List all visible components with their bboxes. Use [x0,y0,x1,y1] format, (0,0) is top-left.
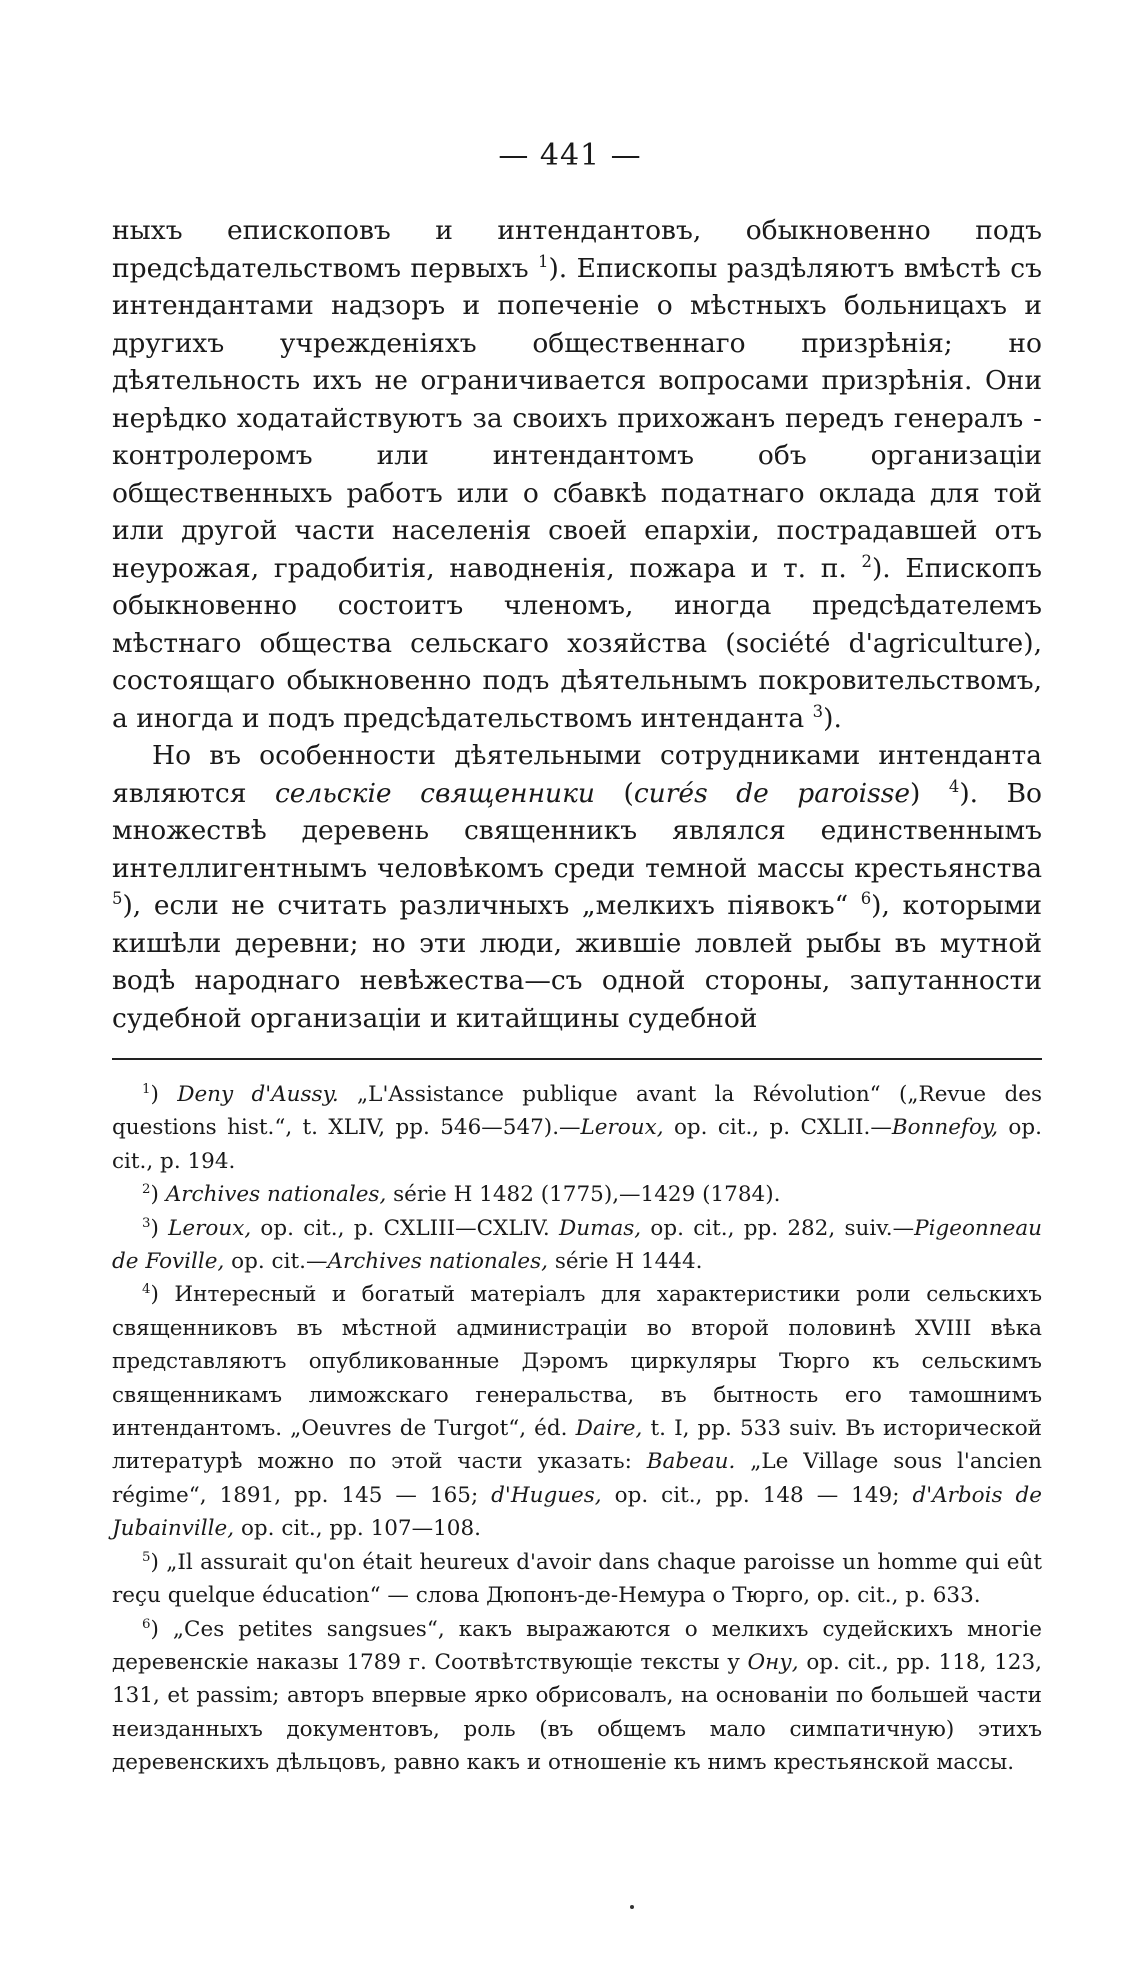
footnote-marker: 2 [142,1182,151,1198]
footnote-marker: 4 [142,1282,151,1298]
footnote-marker: 3 [812,701,824,721]
text-run: ) „Il assurait qu'on était heureux d'avoir dans chaque paroisse un homme qui eût reçu quelque éducation“ — слова Дюпонъ-де-Немура о Тюрго, op. cit., p. 633. [112,1549,1042,1609]
text-run: op. cit., pp. 148 — 149; [601,1482,913,1508]
italic-text: Bonnefoy, [891,1115,999,1141]
footnote [112,1546,1042,1613]
footnote-marker: 1 [142,1081,151,1097]
text-run: ) [150,1182,166,1208]
italic-text: Babeau. [646,1449,736,1475]
text-run: „Le Village sous l'ancien régime“, 1891, pp. 145 — 165; [112,1449,1042,1508]
footnote-marker: 5 [142,1549,151,1565]
footnote-marker: 4 [948,776,960,796]
footnote [112,1178,1042,1211]
footnote-marker: 5 [112,889,123,909]
text-run: ( [595,777,634,809]
paragraph [112,212,1042,737]
text-run: ). Во множествѣ деревень священникъ являлся единственнымъ интеллигентнымъ человѣкомъ среди темной массы крестьянства [112,777,1043,884]
text-run: „L'Assistance publique avant la Révolution“ („Revue des questions hist.“, t. XLIV, pp. 546—547).— [112,1082,1042,1141]
text-run: ныхъ епископовъ и интендантовъ, обыкновенно подъ предсѣдательствомъ первыхъ [112,215,1042,284]
text-run: op. cit., p. CXLII.— [663,1115,892,1141]
text-run: ) „Ces petites sangsues“, какъ выражаются о мелкихъ судейскихъ многіе деревенскіе наказы 1789 г. Соотвѣтствующіе тексты у [112,1616,1042,1675]
italic-text: Leroux, [168,1215,252,1241]
footnote [112,1212,1042,1279]
italic-text: curés de paroisse [633,777,911,809]
italic-text: Pigeonneau de Foville, [112,1215,1042,1275]
page-number: — 441 — [498,138,642,173]
footnote [112,1278,1042,1545]
text-run: Но въ особенности дѣятельными сотрудниками интенданта являются [112,740,1042,809]
text-run: op. cit., p. 194. [112,1115,1042,1174]
italic-text: Daire, [575,1416,643,1442]
text-run: série H 1482 (1775),—1429 (1784). [386,1182,781,1208]
text-run: ) [150,1215,169,1241]
footnotes [112,1078,1042,1780]
text-run: op. cit.— [224,1249,328,1275]
text-run: ) Интересный и богатый матеріалъ для характеристики роли сельскихъ священниковъ въ мѣстной администраціи во второй половинѣ XVIII вѣка представляютъ опубликованные Дэромъ циркуляры Тюрго къ сельскимъ священникамъ лиможскаго генеральства, въ бытность его тамошнимъ интендантомъ. „Oeuvres de Turgot“, éd. [112,1282,1042,1442]
text-run: série H 1444. [548,1249,703,1275]
italic-text: Archives nationales, [165,1182,387,1208]
text-run: op. cit., pp. 107—108. [234,1516,481,1542]
italic-text: Archives nationales, [327,1249,549,1275]
italic-text: Ону, [747,1649,799,1675]
text-run: op. cit., pp. 118, 123, 131, et passim; авторъ впервые ярко обрисовалъ, на основаніи по большей части неизданныхъ документовъ, роль (въ общемъ мало симпатичную) этихъ деревенскихъ дѣльцовъ, равно какъ и отношеніе къ нимъ крестьянской массы. [112,1649,1042,1776]
text-run: t. I, pp. 533 suiv. Въ исторической литературѣ можно по этой части указать: [112,1416,1043,1475]
footnote [112,1613,1042,1780]
paragraph [112,737,1042,1037]
footnote-marker: 1 [537,251,549,271]
footnote-marker: 6 [142,1616,151,1632]
footnote-marker: 2 [861,551,872,571]
italic-text: Leroux, [580,1115,664,1141]
text-run: ). Епископы раздѣляютъ вмѣстѣ съ интендантами надзоръ и попеченіе о мѣстныхъ больницахъ и другихъ учрежденіяхъ общественнаго призрѣнія; но дѣятельность ихъ не ограничивается вопросами призрѣнія. Они нерѣдко ходатайствуютъ за своихъ прихожанъ передъ генералъ - контролеромъ или интендантомъ объ организаціи общественныхъ работъ или о сбавкѣ податнаго оклада для той или другой части населенія своей епархіи, пострадавшей отъ неурожая, градобитія, наводненія, пожара и т. п. [112,252,1042,584]
footnote-marker: 3 [142,1215,151,1231]
footnote-rule [112,1058,1042,1060]
italic-text: d'Hugues, [491,1482,602,1508]
text-run: op. cit., pp. 282, suiv.— [641,1215,915,1241]
italic-text: сельскіе священники [274,777,595,809]
text-run: ), которыми кишѣли деревни; но эти люди, жившіе ловлей рыбы въ мутной водѣ народнаго невѣжества—съ одной стороны, запутанности судебной организаціи и китайщины судебной [112,890,1042,1034]
text-run: op. cit., p. CXLIII—CXLIV. [251,1215,559,1241]
text-run: ). Епископъ обыкновенно состоитъ членомъ, иногда предсѣдателемъ мѣстнаго общества сельскаго хозяйства (société d'agriculture), состоящаго обыкновенно подъ дѣятельнымъ покровительствомъ, а иногда и подъ предсѣдательствомъ интенданта [112,552,1042,734]
text-run: ). [823,702,842,734]
body-text [112,212,1042,1037]
italic-text: Deny d'Aussy. [177,1082,339,1107]
footnote-marker: 6 [860,889,872,909]
text-run: ) [150,1082,178,1107]
text-run: ), если не считать различныхъ „мелкихъ піявокъ“ [122,890,861,921]
italic-text: d'Arbois de Jubainville, [112,1482,1042,1542]
text-run: ) [910,777,949,809]
italic-text: Dumas, [558,1215,642,1241]
stray-dot [630,1905,634,1909]
footnote [112,1078,1042,1178]
